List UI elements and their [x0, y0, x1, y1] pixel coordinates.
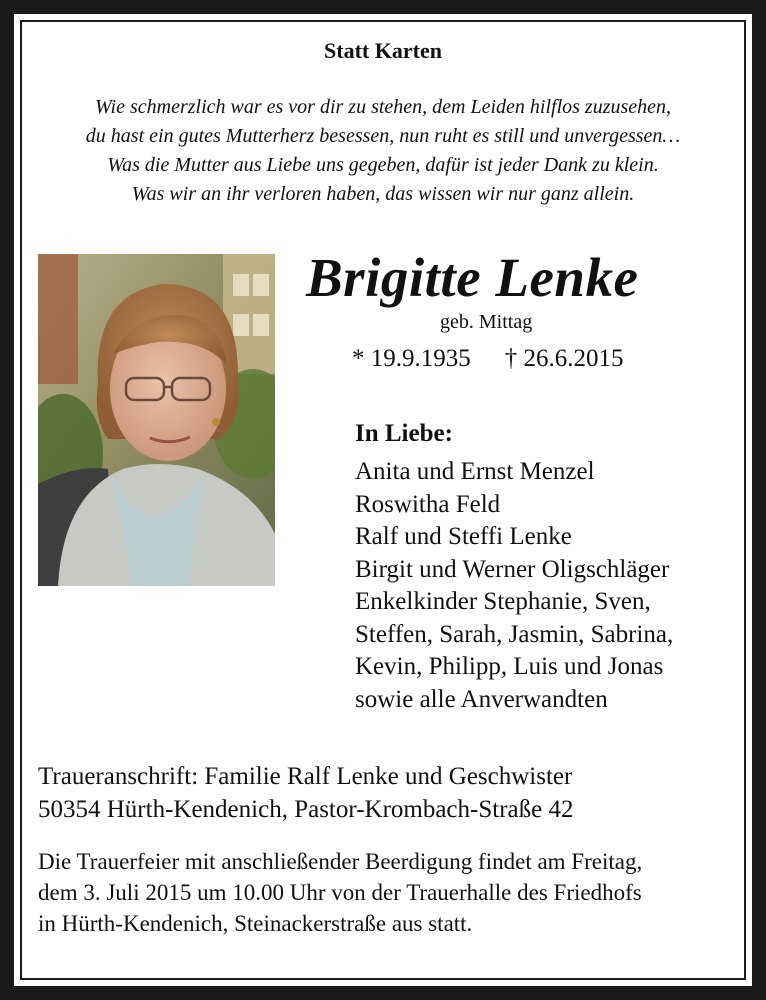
- mourner-line: Steffen, Sarah, Jasmin, Sabrina,: [355, 620, 674, 648]
- poem-line: Wie schmerzlich war es vor dir zu stehen, dem Leiden hilflos zuzusehen,: [94, 96, 672, 118]
- birth-name: geb. Mittag: [440, 311, 533, 333]
- address-line: Traueranschrift: Familie Ralf Lenke und Geschwister: [38, 763, 573, 790]
- mourner-line: sowie alle Anverwandten: [355, 685, 608, 713]
- mourner-line: Birgit und Werner Oligschläger: [355, 555, 670, 583]
- mourner-line: Enkelkinder Stephanie, Sven,: [355, 588, 651, 615]
- mourner-line: Ralf und Steffi Lenke: [355, 523, 572, 550]
- mourner-line: Kevin, Philipp, Luis und Jonas: [355, 653, 664, 680]
- ceremony-line: Die Trauerfeier mit anschließender Beerdigung findet am Freitag,: [38, 849, 643, 874]
- birth-date: * 19.9.1935: [352, 345, 471, 372]
- poem-line: Was wir an ihr verloren haben, das wissen wir nur ganz allein.: [131, 183, 635, 205]
- ceremony-line: dem 3. Juli 2015 um 10.00 Uhr von der Trauerhalle des Friedhofs: [38, 880, 642, 905]
- notice-heading: Statt Karten: [324, 38, 442, 63]
- poem-line: Was die Mutter aus Liebe uns gegeben, dafür ist jeder Dank zu klein.: [107, 154, 659, 176]
- mourners-heading: In Liebe:: [355, 420, 453, 447]
- address-line: 50354 Hürth-Kendenich, Pastor-Krombach-Straße 42: [38, 796, 574, 823]
- funeral-details: [38, 846, 642, 939]
- mourners-list: [355, 456, 673, 716]
- poem-line: du hast ein gutes Mutterherz besessen, nun ruht es still und unvergessen…: [85, 125, 681, 147]
- mourner-line: Roswitha Feld: [355, 490, 501, 518]
- deceased-name: Brigitte Lenke: [306, 247, 639, 308]
- life-dates: [352, 345, 624, 373]
- mourner-line: Anita und Ernst Menzel: [355, 458, 595, 485]
- memorial-poem: [0, 93, 766, 209]
- ceremony-line: in Hürth-Kendenich, Steinackerstraße aus statt.: [38, 911, 473, 936]
- portrait-photo: [38, 254, 275, 586]
- mourning-address: [38, 760, 573, 826]
- death-date: † 26.6.2015: [504, 345, 624, 372]
